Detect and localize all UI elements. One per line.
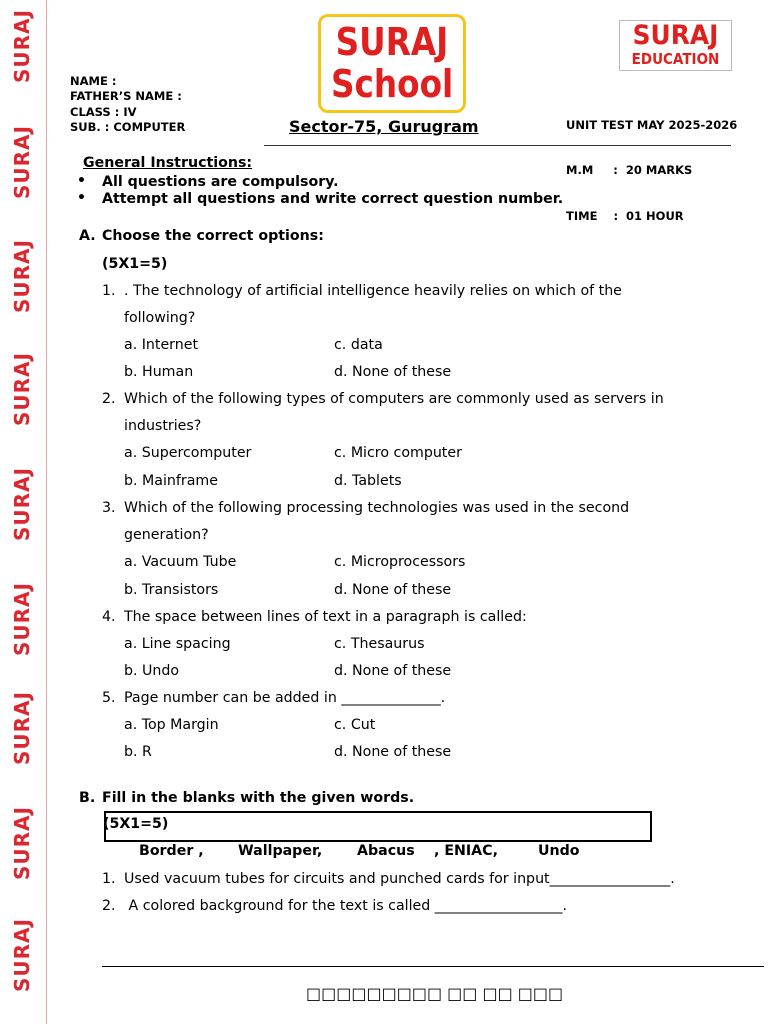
max-marks: M.M : 20 MARKS <box>566 163 693 178</box>
section-a-title: Choose the correct options: <box>102 228 324 244</box>
suraj-school-logo <box>318 14 466 113</box>
question-number: 3. <box>102 500 116 516</box>
fill-blank-text: A colored background for the text is called __________________. <box>124 898 567 914</box>
fill-blank-text: Used vacuum tubes for circuits and punched cards for input_________________. <box>124 871 675 887</box>
question-number: 1. <box>102 283 116 299</box>
question-number: 1. <box>102 871 116 887</box>
option-b: b. R <box>124 744 152 760</box>
question-text-cont: generation? <box>124 527 209 543</box>
option-d: d. None of these <box>334 744 452 760</box>
option-a: a. Vacuum Tube <box>124 554 237 570</box>
bullet-icon: • <box>77 190 86 206</box>
sidebar-word: SURAJ <box>10 918 34 992</box>
sidebar-word: SURAJ <box>10 467 34 541</box>
question-text: . The technology of artificial intelligence heavily relies on which of the <box>124 283 622 299</box>
bullet-icon: • <box>77 173 86 189</box>
word-bank-item: Abacus <box>357 843 415 859</box>
school-location: Sector-75, Gurugram <box>289 117 479 136</box>
option-c: c. Micro computer <box>334 445 462 461</box>
logo-word-school: School <box>330 62 454 106</box>
instruction-item: Attempt all questions and write correct question number. <box>102 191 564 207</box>
student-info <box>70 74 185 135</box>
option-c: c. Cut <box>334 717 376 733</box>
footer-divider <box>102 966 764 967</box>
sidebar-word: SURAJ <box>10 806 34 880</box>
question-number: 5. <box>102 690 116 706</box>
class-label: CLASS : IV <box>70 104 137 119</box>
option-c: c. Thesaurus <box>334 636 425 652</box>
instructions-heading: General Instructions: <box>83 155 253 171</box>
edu-logo-word-suraj: SURAJ <box>632 20 719 51</box>
sidebar-word: SURAJ <box>10 125 34 199</box>
name-label: NAME : <box>70 74 117 88</box>
sidebar-watermark <box>0 0 47 1024</box>
sidebar-word: SURAJ <box>10 239 34 313</box>
option-a: a. Line spacing <box>124 636 231 652</box>
father-name-label: FATHER’S NAME : <box>70 89 182 104</box>
instruction-item: All questions are compulsory. <box>102 174 339 190</box>
header-divider <box>264 145 731 146</box>
suraj-education-logo <box>619 20 732 71</box>
section-b-title: Fill in the blanks with the given words. <box>102 790 415 806</box>
question-text: Which of the following processing technologies was used in the second <box>124 500 630 516</box>
sidebar-word: SURAJ <box>10 691 34 765</box>
word-bank-item: Wallpaper, <box>238 843 323 859</box>
sidebar-word: SURAJ <box>10 352 34 426</box>
subject-label: SUB. : COMPUTER <box>70 119 186 134</box>
option-a: a. Internet <box>124 337 199 353</box>
word-bank-item: , ENIAC, <box>434 843 498 859</box>
test-info <box>566 87 737 240</box>
option-b: b. Mainframe <box>124 473 218 489</box>
logo-word-suraj: SURAJ <box>335 20 449 64</box>
question-text: Which of the following types of computers are commonly used as servers in <box>124 391 664 407</box>
option-c: c. Microprocessors <box>334 554 466 570</box>
sidebar-word: SURAJ <box>10 9 34 83</box>
option-a: a. Supercomputer <box>124 445 252 461</box>
question-number: 4. <box>102 609 116 625</box>
option-d: d. None of these <box>334 663 452 679</box>
edu-logo-word-education: EDUCATION <box>631 50 720 68</box>
option-d: d. Tablets <box>334 473 402 489</box>
question-number: 2. <box>102 391 116 407</box>
section-a-label: A. <box>79 228 96 244</box>
time-limit: TIME : 01 HOUR <box>566 209 684 224</box>
option-b: b. Human <box>124 364 194 380</box>
footer-text: □□□□□□□□□ □□ □□ □□□ <box>306 984 564 1003</box>
marks-box <box>104 811 652 842</box>
question-text-cont: industries? <box>124 418 202 434</box>
option-b: b. Transistors <box>124 582 219 598</box>
section-a-marks: (5X1=5) <box>102 256 168 272</box>
option-a: a. Top Margin <box>124 717 219 733</box>
option-c: c. data <box>334 337 383 353</box>
sidebar-word: SURAJ <box>10 582 34 656</box>
test-title: UNIT TEST MAY 2025-2026 <box>566 117 738 132</box>
option-d: d. None of these <box>334 582 452 598</box>
option-d: d. None of these <box>334 364 452 380</box>
question-text-cont: following? <box>124 310 196 326</box>
word-bank-item: Border , <box>139 843 204 859</box>
word-bank-item: Undo <box>538 843 580 859</box>
question-text: The space between lines of text in a paragraph is called: <box>124 609 527 625</box>
section-b-marks: (5X1=5) <box>103 816 169 832</box>
option-b: b. Undo <box>124 663 180 679</box>
question-number: 2. <box>102 898 116 914</box>
question-text: Page number can be added in ______________. <box>124 690 446 706</box>
section-b-label: B. <box>79 790 96 806</box>
